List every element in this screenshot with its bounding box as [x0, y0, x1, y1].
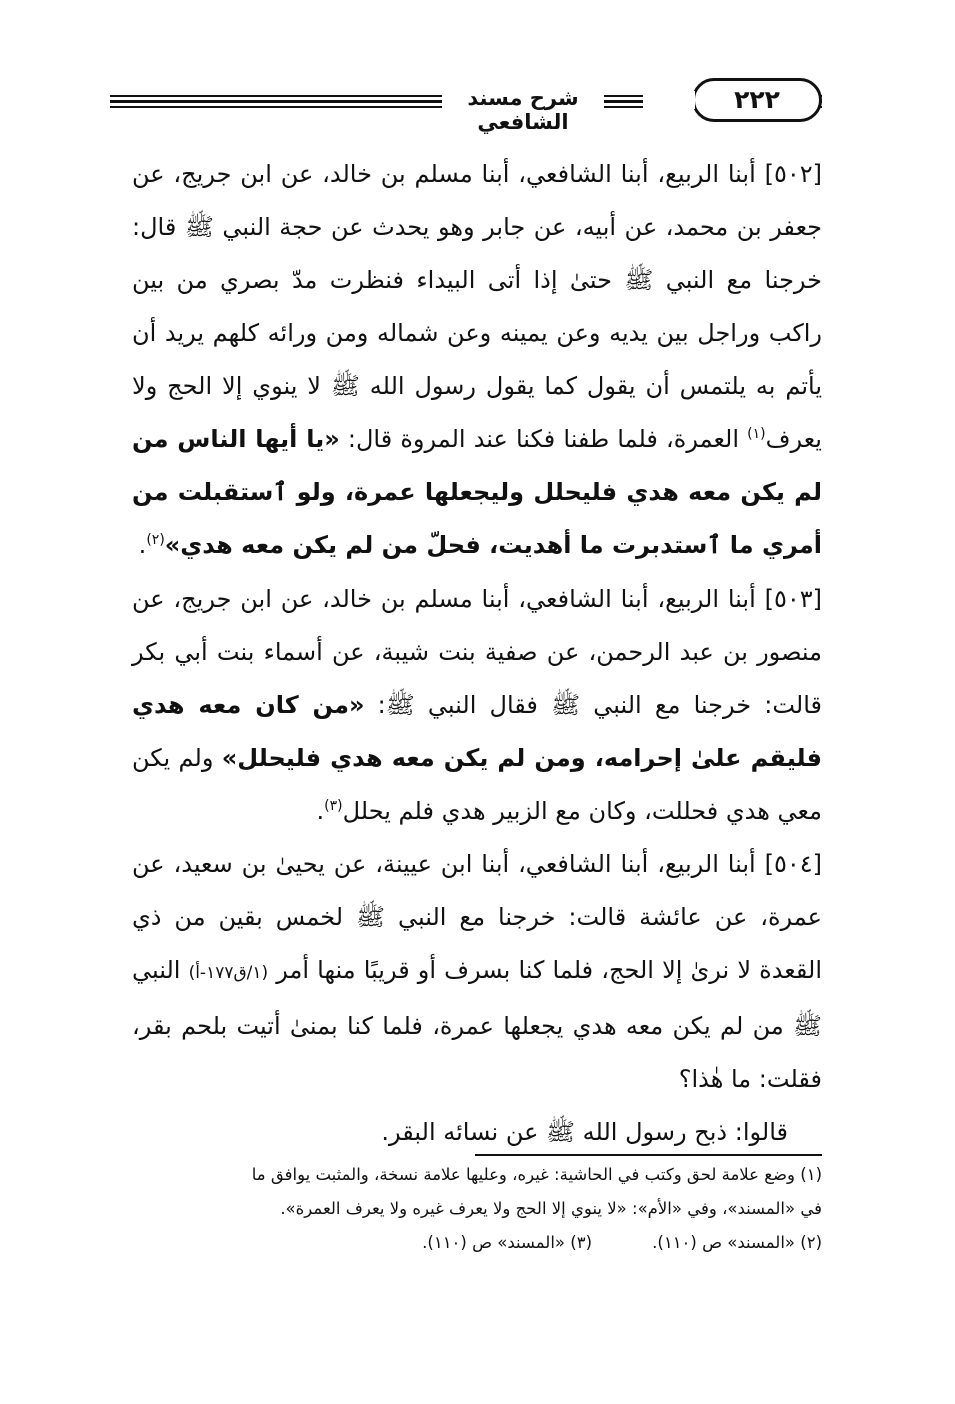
hadith-text: النبي ﷺ من لم يكن معه هدي يجعلها عمرة، فلما كنا بمنىٰ أتيت بلحم بقر، فقلت: ما هٰذا؟	[132, 956, 822, 1093]
footnote-line: (١) وضع علامة لحق وكتب في الحاشية: غيره، وعليها علامة نسخة، والمثبت يوافق ما	[251, 1165, 822, 1184]
hadith-text: أبنا الربيع، أبنا الشافعي، أبنا مسلم بن خالد، عن ابن جريج، عن جعفر بن محمد، عن أبيه، عن جابر وهو يحدث عن حجة النبي ﷺ قال: خرجنا مع النبي ﷺ حتىٰ إذا أتى البيداء فنظرت مدّ بصري من بين راكب وراجل بين يديه وعن يمينه وعن شماله ومن ورائه كلهم يريد أن يأتم به يلتمس أن يقول كما يقول رسول الله ﷺ لا ينوي إلا الحج ولا يعرف	[132, 160, 822, 453]
hadith-text: أبنا الربيع، أبنا الشافعي، أبنا مسلم بن خالد، عن ابن جريج، عن منصور بن عبد الرحمن، عن صفية بنت شيبة، عن أسماء بنت أبي بكر قالت: خرجنا مع النبي ﷺ فقال النبي ﷺ:	[132, 585, 822, 719]
hadith-text: العمرة، فلما طفنا فكنا عند المروة قال:	[339, 425, 748, 453]
hadith-504	[132, 838, 822, 1159]
footnote-2: (٢) «المسند» ص (١١٠).	[652, 1233, 822, 1252]
footnote-ref: (١)	[747, 426, 766, 442]
footnote-line-2-3	[132, 1226, 822, 1260]
hadith-number: [٥٠٤]	[764, 850, 822, 878]
hadith-quote: «يا أيها الناس من لم يكن معه هدي فليحلل وليجعلها عمرة، ولو ٱستقبلت من أمري ما ٱستدبرت ما أهديت، فحلّ من لم يكن معه هدي»	[132, 425, 822, 559]
hadith-text: .	[138, 531, 147, 559]
footnote-separator	[475, 1154, 822, 1156]
folio-marker: (١/ق١٧٧-أ)	[188, 963, 269, 983]
hadith-text: أبنا الربيع، أبنا الشافعي، أبنا ابن عيينة، عن يحيىٰ بن سعيد، عن عمرة، عن عائشة قالت: خرجنا مع النبي ﷺ لخمس بقين من ذي القعدة لا نرىٰ إلا الحج، فلما كنا بسرف أو قريبًا منها أمر	[132, 850, 822, 984]
hadith-number: [٥٠٣]	[764, 585, 822, 613]
hadith-text: .	[316, 797, 325, 825]
hadith-503	[132, 573, 822, 838]
hadith-text: ولم يكن معي هدي فحللت، وكان مع الزبير هدي فلم يحلل	[132, 744, 822, 825]
running-title: شرح مسند الشافعي	[442, 83, 604, 137]
footnote-3: (٣) «المسند» ص (١١٠).	[422, 1233, 592, 1252]
page-header	[110, 78, 822, 134]
hadith-quote: «من كان معه هدي فليقم علىٰ إحرامه، ومن لم يكن معه هدي فليحلل»	[132, 691, 822, 772]
hadith-502	[132, 148, 822, 572]
hadith-text: قالوا: ذبح رسول الله ﷺ عن نسائه البقر.	[381, 1118, 788, 1146]
footnote-line: في «المسند»، وفي «الأم»: «لا ينوي إلا الحج ولا يعرف غيره ولا يعرف العمرة».	[280, 1199, 822, 1218]
page-number: ٢٢٢	[692, 78, 822, 122]
footnote-ref: (٢)	[146, 532, 165, 548]
hadith-number: [٥٠٢]	[764, 160, 822, 188]
footnote-1	[132, 1158, 822, 1260]
footnote-ref: (٣)	[324, 798, 343, 814]
